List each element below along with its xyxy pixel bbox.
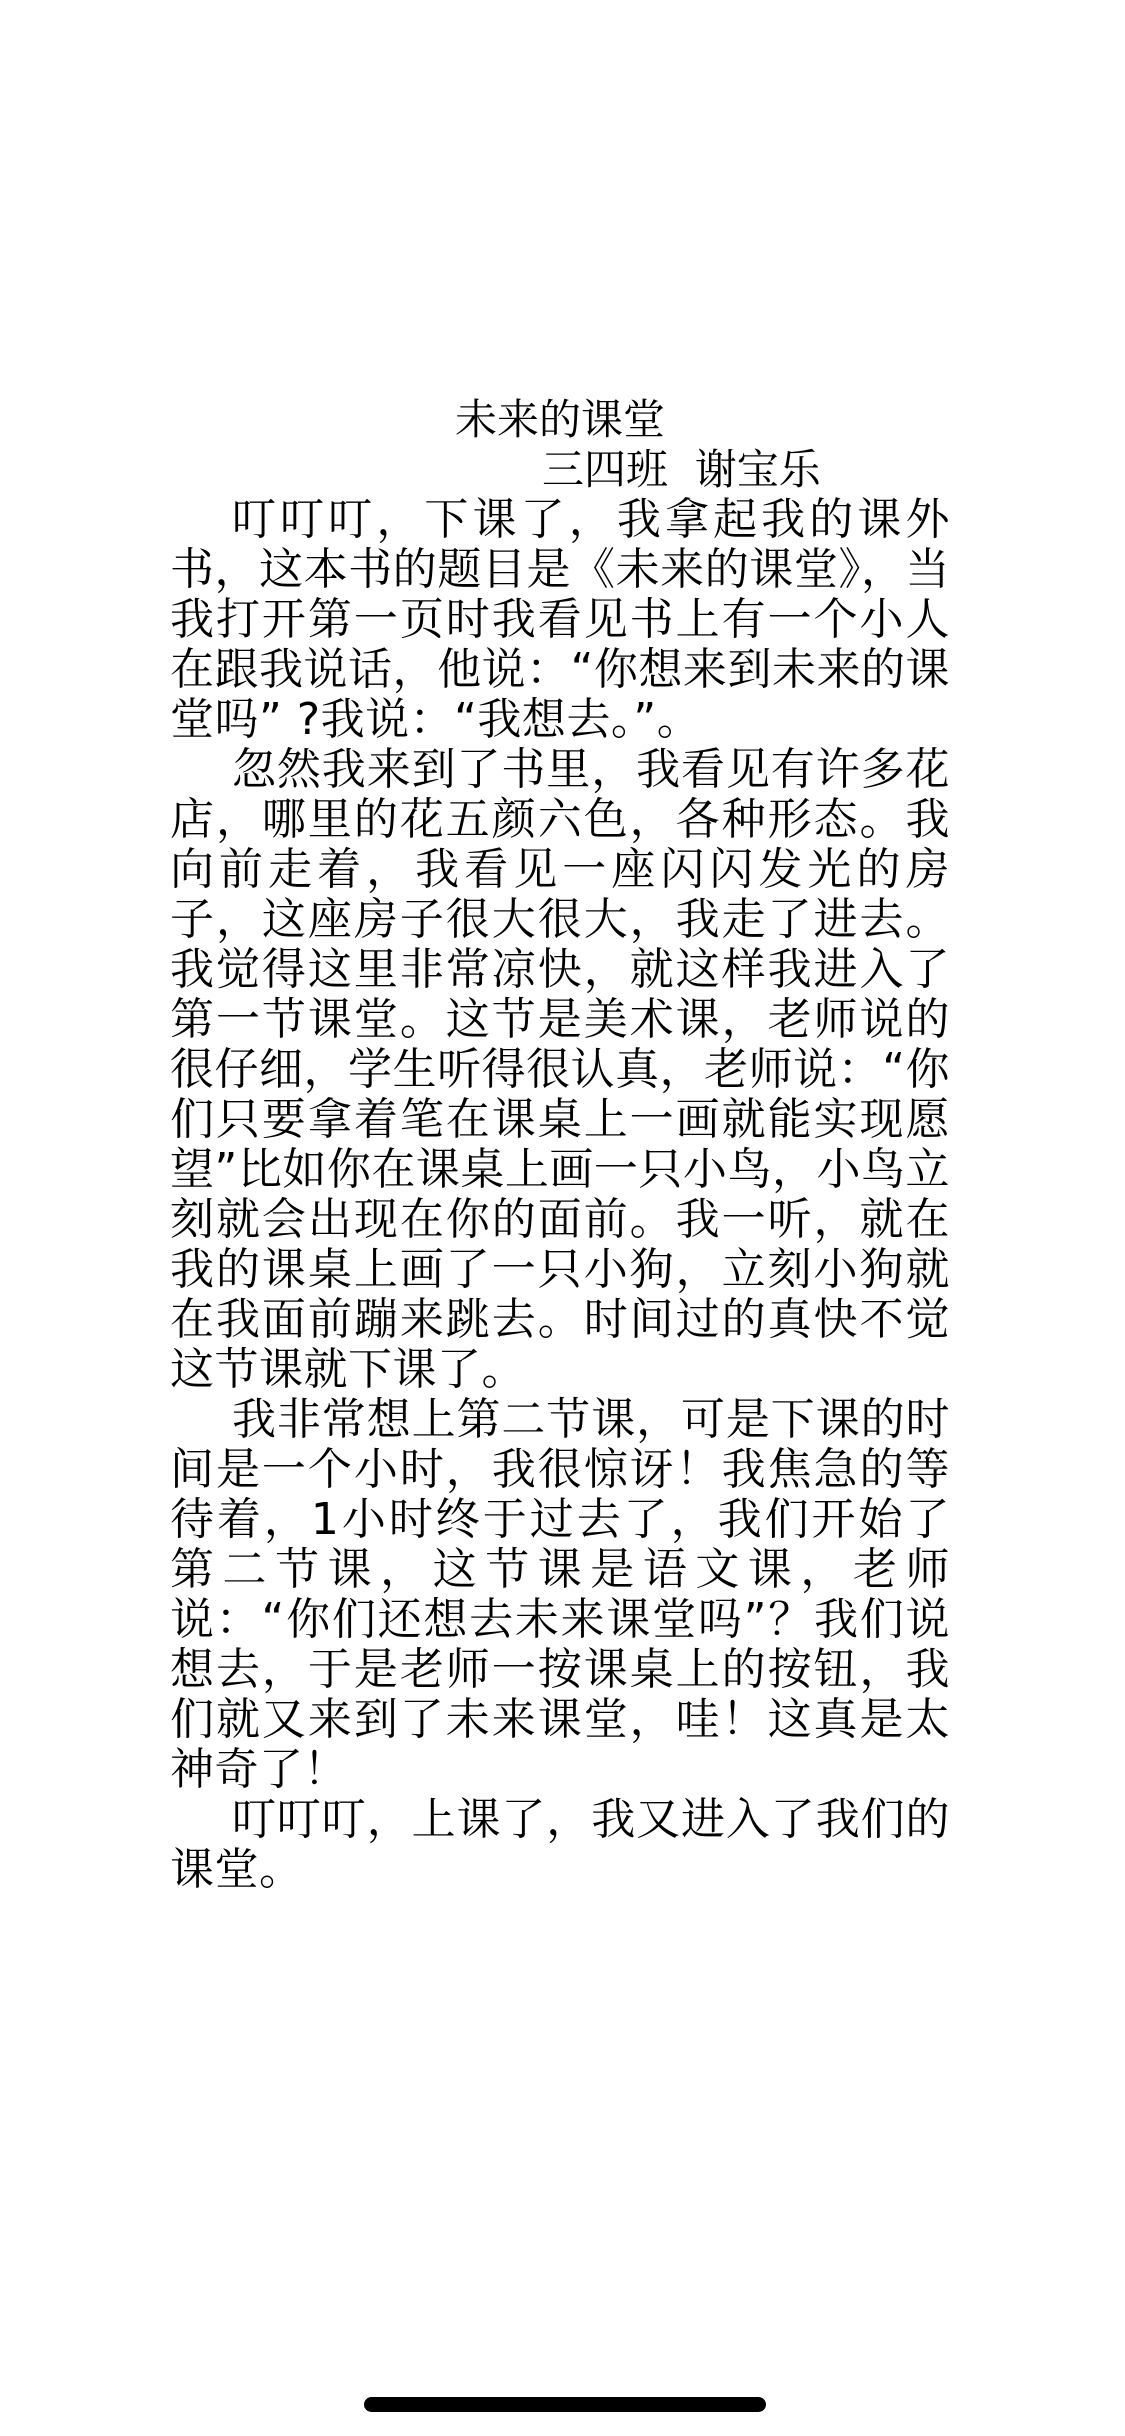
paragraph-2: 忽然我来到了书里，我看见有许多花店，哪里的花五颜六色，各种形态。我向前走着，我看见一座闪闪发光的房子，这座房子很大很大，我走了进去。我觉得这里非常凉快，就这样我进入了第一节课堂。这节是美术课，老师说的很仔细，学生听得很认真，老师说：“你们只要拿着笔在课桌上一画就能实现愿望”比如你在课桌上画一只小鸟，小鸟立刻就会出现在你的面前。我一听，就在我的课桌上画了一只小狗，立刻小狗就在我面前蹦来跳去。时间过的真快不觉这节课就下课了。 — [170, 744, 950, 1395]
document-body — [170, 395, 950, 1895]
author-line: 三四班 谢宝乐 — [542, 445, 821, 494]
document-title: 未来的课堂 — [454, 395, 665, 444]
paragraph-1: 叮叮叮，下课了，我拿起我的课外书，这本书的题目是《未来的课堂》，当我打开第一页时我看见书上有一个小人在跟我说话，他说：“你想来到未来的课堂吗” ?我说：“我想去。”。 — [170, 494, 950, 745]
paragraph-3: 我非常想上第二节课，可是下课的时间是一个小时，我很惊讶！我焦急的等待着，1小时终于过去了，我们开始了第二节课，这节课是语文课，老师说：“你们还想去未来课堂吗”？我们说想去，于是老师一按课桌上的按钮，我们就又来到了未来课堂，哇！这真是太神奇了！ — [170, 1394, 950, 1795]
paragraph-4: 叮叮叮，上课了，我又进入了我们的课堂。 — [170, 1794, 950, 1895]
home-indicator[interactable] — [364, 2397, 766, 2412]
